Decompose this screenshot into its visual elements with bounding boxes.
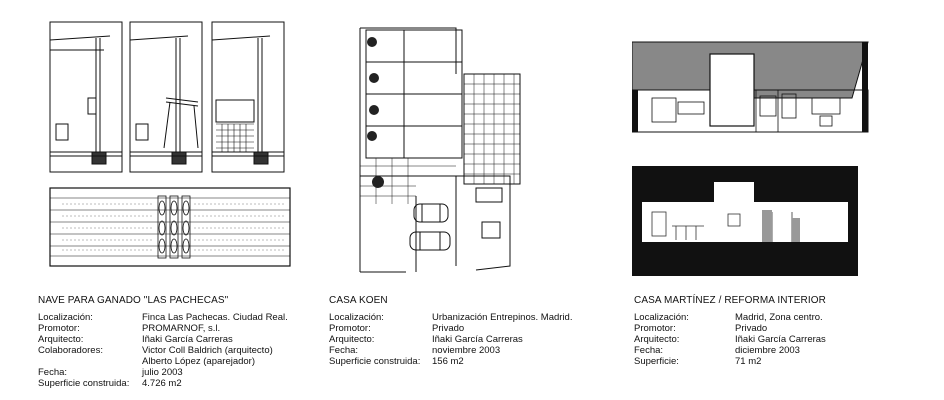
info-label: Colaboradores: (38, 345, 103, 356)
info-label: Fecha: (634, 345, 664, 356)
casa-martinez-section (632, 166, 858, 276)
nave-sections-drawing (48, 20, 286, 176)
info-label: Superficie construida: (38, 378, 130, 389)
info-value: Iñaki García Carreras (735, 334, 826, 345)
info-value: diciembre 2003 (735, 345, 800, 356)
info-value: julio 2003 (142, 367, 183, 378)
info-label: Localización: (329, 312, 384, 323)
info-value: 71 m2 (735, 356, 762, 367)
info-value: Privado (735, 323, 768, 334)
info-value: Alberto López (aparejador) (142, 356, 256, 367)
info-value: noviembre 2003 (432, 345, 501, 356)
project-title-casa-koen: CASA KOEN (329, 295, 388, 306)
info-value: Victor Coll Baldrich (arquitecto) (142, 345, 273, 356)
info-label: Promotor: (329, 323, 371, 334)
casa-koen-floor-plan (356, 26, 524, 274)
info-value: Privado (432, 323, 465, 334)
info-value: 156 m2 (432, 356, 464, 367)
info-label: Arquitecto: (634, 334, 680, 345)
info-label: Promotor: (38, 323, 80, 334)
info-label: Arquitecto: (329, 334, 375, 345)
casa-martinez-floor-plan (632, 40, 870, 136)
info-value: Madrid, Zona centro. (735, 312, 823, 323)
info-value: PROMARNOF, s.l. (142, 323, 221, 334)
nave-floor-plan (48, 186, 294, 270)
info-label: Superficie: (634, 356, 679, 367)
info-value: Iñaki García Carreras (142, 334, 233, 345)
info-label: Fecha: (329, 345, 359, 356)
project-title-casa-martinez: CASA MARTÍNEZ / REFORMA INTERIOR (634, 295, 826, 306)
info-value: Finca Las Pachecas. Ciudad Real. (142, 312, 288, 323)
info-label: Localización: (38, 312, 93, 323)
info-label: Fecha: (38, 367, 68, 378)
info-value: Urbanización Entrepinos. Madrid. (432, 312, 573, 323)
info-label: Superficie construida: (329, 356, 421, 367)
info-label: Promotor: (634, 323, 676, 334)
info-label: Localización: (634, 312, 689, 323)
info-label: Arquitecto: (38, 334, 84, 345)
project-title-nave: NAVE PARA GANADO "LAS PACHECAS" (38, 295, 229, 306)
info-value: 4.726 m2 (142, 378, 182, 389)
info-value: Iñaki García Carreras (432, 334, 523, 345)
